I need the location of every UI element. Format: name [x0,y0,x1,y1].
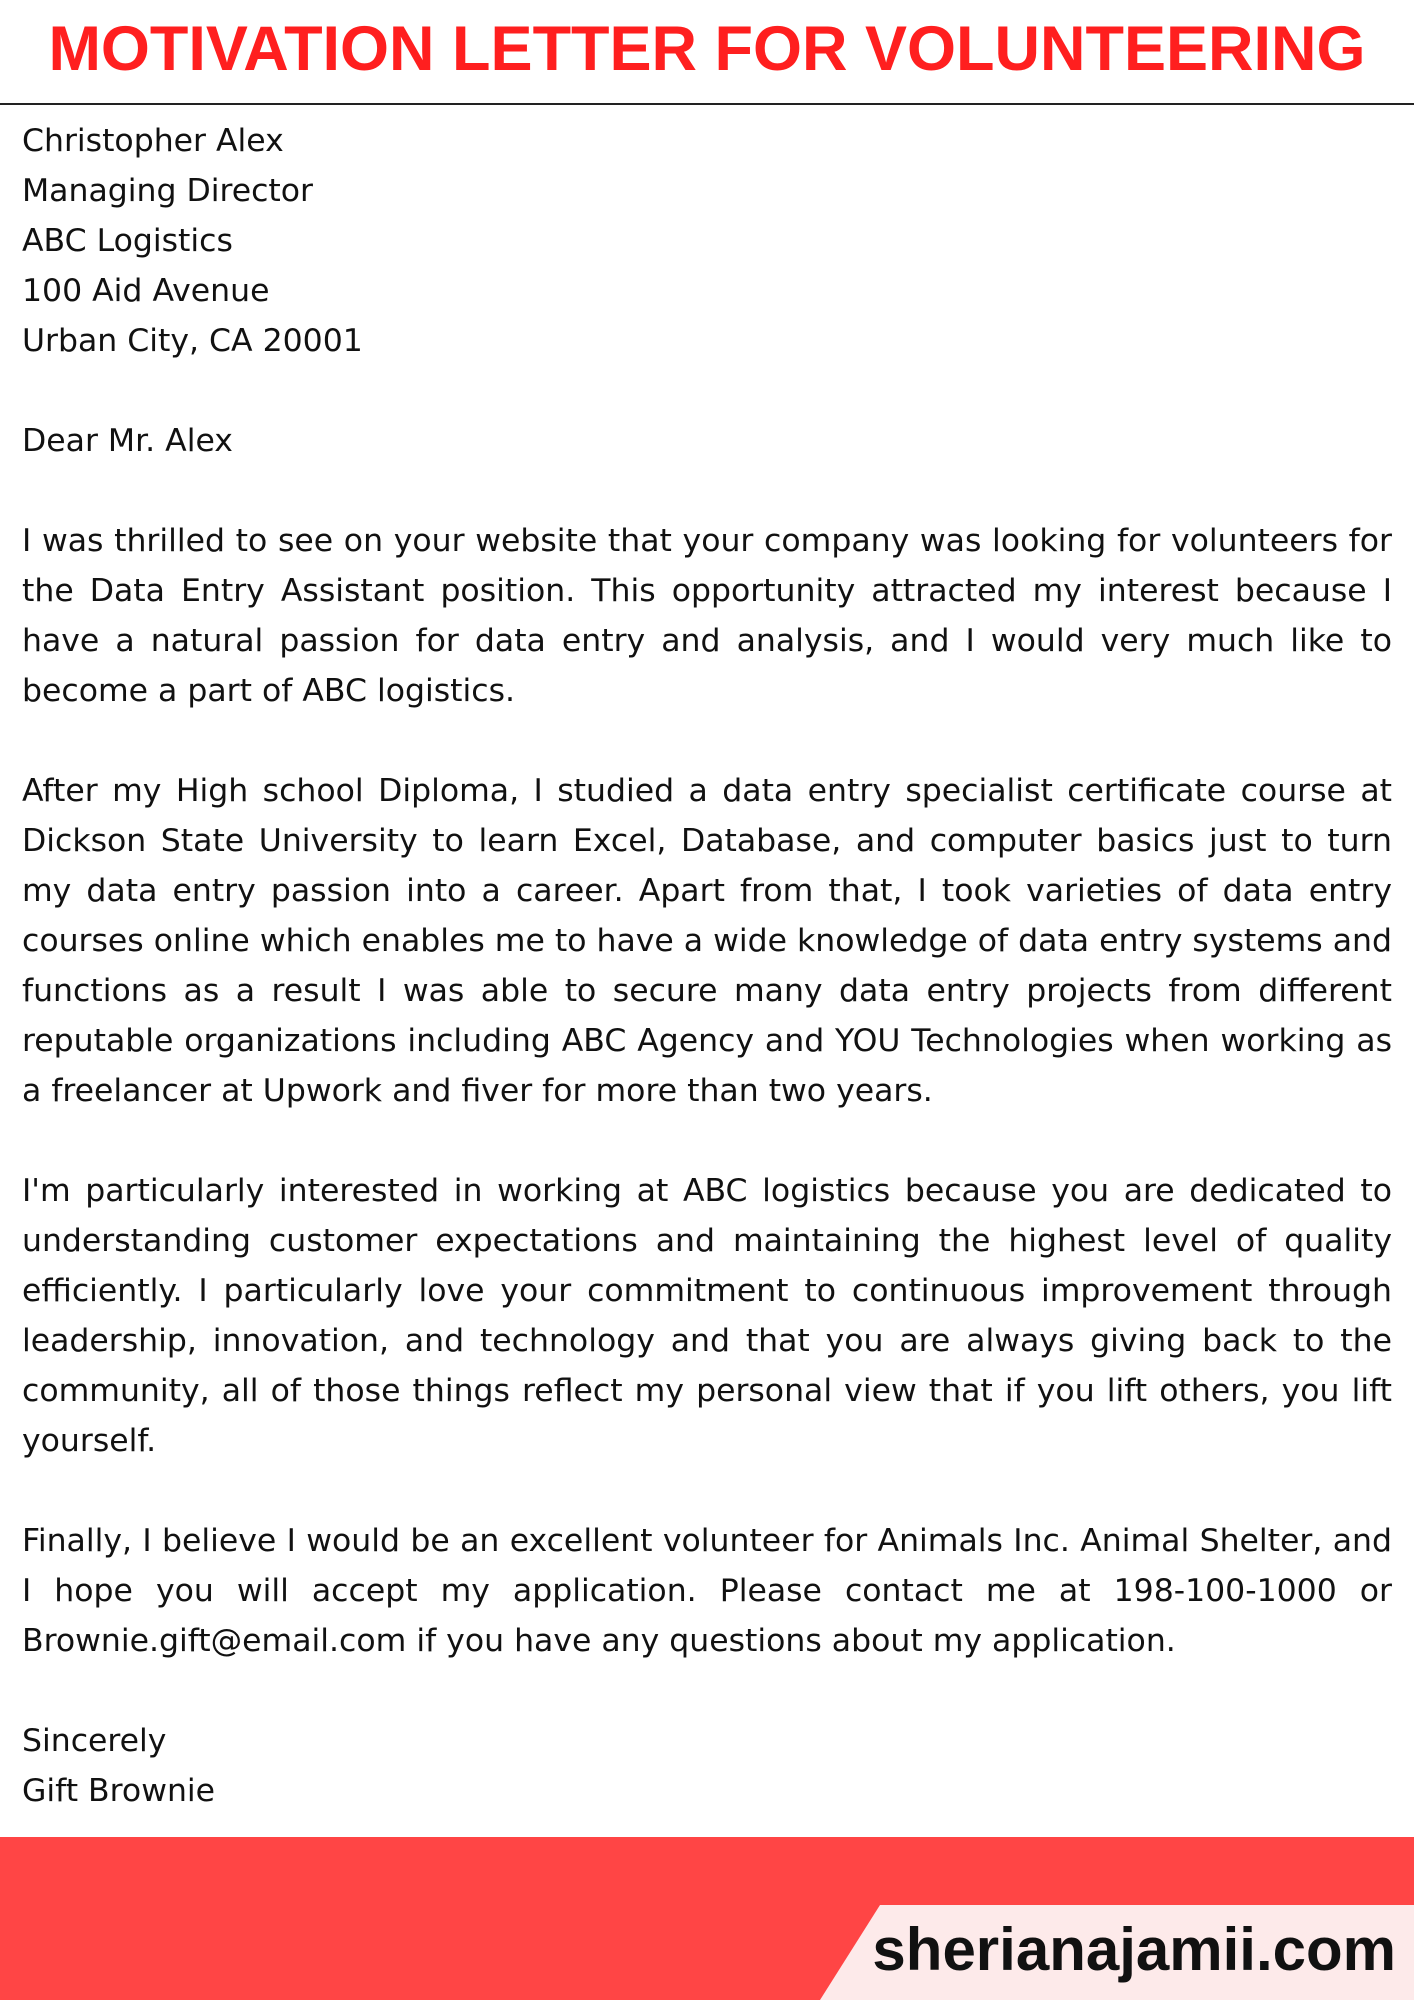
recipient-city: Urban City, CA 20001 [22,323,363,359]
spacer [22,366,1392,416]
closing: Sincerely [22,1723,167,1759]
letter-title: MOTIVATION LETTER FOR VOLUNTEERING [48,14,1366,84]
salutation: Dear Mr. Alex [22,423,233,459]
recipient-title: Managing Director [22,173,314,209]
spacer [22,466,1392,516]
footer-website: sherianajamii.com [872,1916,1396,1983]
recipient-company: ABC Logistics [22,223,233,259]
letter-body [22,116,1392,1816]
title-divider [0,103,1414,105]
spacer [22,1666,1392,1716]
signature-name: Gift Brownie [22,1773,216,1809]
spacer [22,1466,1392,1516]
recipient-name: Christopher Alex [22,123,284,159]
paragraph-closing: Finally, I believe I would be an excellent volunteer for Animals Inc. Animal Shelter, and I hope you will accept my application. Please contact me at 198-100-1000 or Brownie.gift@email.com if you have any questions about my application. [22,1523,1392,1659]
spacer [22,716,1392,766]
spacer [22,1116,1392,1166]
paragraph-education: After my High school Diploma, I studied a data entry specialist certificate course at Dickson State University to learn Excel, Database, and computer basics just to turn my data entry passion into a career. Apart from that, I took varieties of data entry courses online which enables me to have a wide knowledge of data entry systems and functions as a result I was able to secure many data entry projects from different reputable organizations including ABC Agency and YOU Technologies when working as a freelancer at Upwork and fiver for more than two years. [22,773,1392,1109]
paragraph-interest: I was thrilled to see on your website that your company was looking for volunteers for the Data Entry Assistant position. This opportunity attracted my interest because I have a natural passion for data entry and analysis, and I would very much like to become a part of ABC logistics. [22,523,1392,709]
paragraph-company-fit: I'm particularly interested in working at ABC logistics because you are dedicated to understanding customer expectations and maintaining the highest level of quality efficiently. I particularly love your commitment to continuous improvement through leadership, innovation, and technology and that you are always giving back to the community, all of those things reflect my personal view that if you lift others, you lift yourself. [22,1173,1392,1459]
recipient-street: 100 Aid Avenue [22,273,270,309]
